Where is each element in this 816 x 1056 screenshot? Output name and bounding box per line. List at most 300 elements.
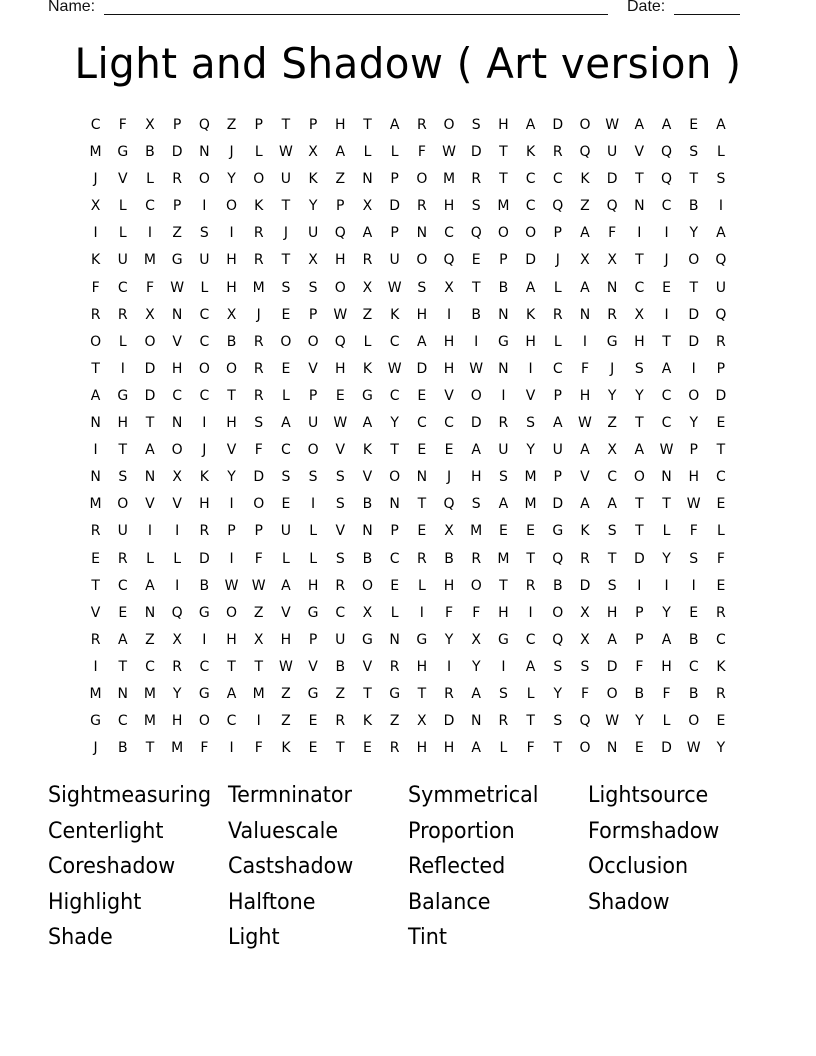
grid-cell[interactable]: G — [362, 631, 373, 648]
grid-cell[interactable]: A — [417, 333, 427, 350]
grid-cell[interactable]: A — [90, 387, 101, 404]
grid-cell[interactable]: W — [251, 577, 266, 594]
grid-cell[interactable]: S — [118, 469, 128, 486]
grid-cell[interactable]: K — [580, 523, 590, 540]
grid-cell[interactable]: P — [635, 631, 644, 648]
grid-cell[interactable]: X — [362, 198, 373, 215]
grid-cell[interactable]: S — [634, 360, 644, 377]
grid-cell[interactable]: R — [253, 225, 264, 242]
grid-cell[interactable]: I — [501, 658, 506, 675]
grid-cell[interactable]: U — [552, 442, 563, 459]
grid-cell[interactable]: O — [416, 252, 428, 269]
grid-cell[interactable]: Q — [579, 713, 591, 730]
grid-cell[interactable]: A — [281, 577, 291, 594]
grid-cell[interactable]: Z — [335, 685, 346, 702]
grid-cell[interactable]: L — [254, 144, 263, 161]
grid-cell[interactable]: V — [172, 333, 182, 350]
grid-cell[interactable]: E — [634, 740, 644, 757]
grid-cell[interactable]: C — [199, 333, 210, 350]
grid-cell[interactable]: T — [499, 577, 508, 594]
grid-cell[interactable]: K — [281, 740, 291, 757]
grid-cell[interactable]: F — [716, 550, 725, 567]
grid-cell[interactable]: C — [525, 198, 536, 215]
grid-cell[interactable]: H — [443, 198, 455, 215]
grid-cell[interactable]: R — [389, 658, 400, 675]
grid-cell[interactable]: C — [389, 387, 400, 404]
grid-cell[interactable]: H — [688, 469, 699, 486]
grid-cell[interactable]: I — [419, 604, 424, 621]
grid-cell[interactable]: A — [580, 279, 590, 296]
grid-cell[interactable]: P — [172, 117, 182, 133]
grid-cell[interactable]: I — [175, 577, 180, 594]
grid-cell[interactable]: D — [198, 550, 210, 567]
grid-cell[interactable]: N — [416, 469, 428, 486]
grid-cell[interactable]: T — [471, 279, 481, 296]
grid-cell[interactable]: Z — [607, 415, 617, 432]
grid-cell[interactable]: F — [635, 658, 644, 675]
grid-cell[interactable]: H — [525, 333, 536, 350]
grid-cell[interactable]: Z — [281, 685, 291, 702]
grid-cell[interactable]: A — [716, 225, 726, 242]
grid-cell[interactable]: L — [282, 550, 290, 567]
grid-cell[interactable]: N — [362, 523, 373, 540]
grid-cell[interactable]: H — [226, 631, 237, 648]
grid-cell[interactable]: C — [552, 360, 563, 377]
grid-cell[interactable]: V — [580, 469, 590, 486]
grid-cell[interactable]: G — [497, 631, 509, 648]
grid-cell[interactable]: P — [553, 225, 562, 242]
grid-cell[interactable]: H — [498, 117, 509, 133]
grid-cell[interactable]: Z — [226, 117, 237, 133]
grid-cell[interactable]: V — [525, 387, 536, 404]
grid-cell[interactable]: D — [552, 117, 564, 133]
grid-cell[interactable]: O — [552, 604, 564, 621]
grid-cell[interactable]: S — [417, 279, 427, 296]
grid-cell[interactable]: H — [498, 604, 509, 621]
grid-cell[interactable]: E — [308, 740, 318, 757]
grid-cell[interactable]: W — [333, 415, 348, 432]
grid-cell[interactable]: O — [470, 577, 482, 594]
grid-cell[interactable]: K — [362, 442, 373, 459]
grid-cell[interactable]: A — [607, 496, 617, 513]
grid-cell[interactable]: O — [198, 713, 210, 730]
grid-cell[interactable]: O — [253, 496, 265, 513]
grid-cell[interactable]: W — [442, 144, 456, 161]
grid-cell[interactable]: Q — [552, 550, 564, 567]
grid-cell[interactable]: N — [498, 360, 509, 377]
grid-cell[interactable]: Y — [471, 658, 481, 675]
grid-cell[interactable]: H — [443, 333, 455, 350]
grid-cell[interactable]: U — [715, 279, 727, 296]
grid-cell[interactable]: E — [471, 252, 481, 269]
grid-cell[interactable]: A — [471, 685, 481, 702]
grid-cell[interactable]: S — [471, 496, 481, 513]
grid-cell[interactable]: Y — [172, 685, 182, 702]
grid-cell[interactable]: J — [446, 469, 452, 486]
grid-cell[interactable]: T — [363, 117, 372, 133]
grid-cell[interactable]: J — [93, 171, 98, 188]
grid-cell[interactable]: A — [580, 442, 590, 459]
grid-cell[interactable]: C — [444, 415, 454, 432]
grid-cell[interactable]: Y — [526, 442, 535, 459]
grid-cell[interactable]: I — [637, 225, 642, 242]
grid-cell[interactable]: T — [635, 496, 644, 513]
grid-cell[interactable]: B — [362, 550, 373, 567]
grid-cell[interactable]: B — [199, 577, 210, 594]
grid-cell[interactable]: N — [498, 306, 509, 323]
grid-cell[interactable]: F — [662, 685, 671, 702]
grid-cell[interactable]: H — [335, 360, 346, 377]
grid-cell[interactable]: J — [610, 360, 615, 377]
grid-cell[interactable]: T — [526, 713, 535, 730]
grid-cell[interactable]: N — [579, 306, 591, 323]
grid-cell[interactable]: I — [637, 577, 642, 594]
grid-cell[interactable]: B — [688, 198, 699, 215]
grid-cell[interactable]: E — [716, 713, 726, 730]
grid-cell[interactable]: E — [689, 604, 699, 621]
grid-cell[interactable]: V — [226, 442, 237, 459]
grid-cell[interactable]: F — [472, 604, 481, 621]
grid-cell[interactable]: H — [171, 713, 183, 730]
grid-cell[interactable]: G — [198, 604, 210, 621]
grid-cell[interactable]: E — [716, 415, 726, 432]
grid-cell[interactable]: E — [716, 496, 726, 513]
grid-cell[interactable]: H — [661, 658, 672, 675]
grid-cell[interactable]: O — [226, 198, 238, 215]
grid-cell[interactable]: A — [580, 496, 590, 513]
grid-cell[interactable]: E — [308, 713, 318, 730]
grid-cell[interactable]: S — [553, 713, 563, 730]
grid-cell[interactable]: J — [93, 740, 98, 757]
grid-cell[interactable]: R — [416, 198, 427, 215]
grid-cell[interactable]: O — [606, 685, 618, 702]
grid-cell[interactable]: F — [91, 279, 100, 296]
grid-cell[interactable]: P — [716, 360, 726, 377]
grid-cell[interactable]: T — [390, 442, 399, 459]
grid-cell[interactable]: F — [417, 144, 426, 161]
grid-cell[interactable]: Y — [635, 713, 644, 730]
grid-cell[interactable]: M — [524, 469, 537, 486]
grid-cell[interactable]: S — [471, 117, 481, 133]
grid-cell[interactable]: L — [717, 523, 725, 540]
grid-cell[interactable]: T — [254, 658, 263, 675]
grid-cell[interactable]: Y — [662, 550, 671, 567]
grid-cell[interactable]: F — [254, 550, 263, 567]
grid-cell[interactable]: L — [282, 387, 290, 404]
grid-cell[interactable]: R — [172, 658, 183, 675]
grid-cell[interactable]: H — [335, 117, 346, 133]
grid-cell[interactable]: X — [607, 252, 617, 269]
grid-cell[interactable]: U — [498, 442, 509, 459]
grid-cell[interactable]: N — [144, 604, 156, 621]
grid-cell[interactable]: C — [525, 631, 536, 648]
grid-cell[interactable]: H — [443, 577, 455, 594]
grid-cell[interactable]: C — [172, 387, 183, 404]
grid-cell[interactable]: K — [199, 469, 209, 486]
grid-cell[interactable]: S — [308, 469, 318, 486]
grid-cell[interactable]: E — [91, 550, 101, 567]
grid-cell[interactable]: A — [525, 279, 536, 296]
grid-cell[interactable]: X — [471, 631, 482, 648]
grid-cell[interactable]: X — [308, 144, 318, 161]
grid-cell[interactable]: P — [308, 306, 318, 323]
grid-cell[interactable]: Q — [661, 171, 673, 188]
grid-cell[interactable]: Q — [198, 117, 210, 133]
grid-cell[interactable]: S — [689, 550, 699, 567]
grid-cell[interactable]: J — [555, 252, 560, 269]
grid-cell[interactable]: C — [661, 415, 672, 432]
grid-cell[interactable]: E — [689, 117, 699, 133]
grid-cell[interactable]: E — [118, 604, 128, 621]
grid-cell[interactable]: E — [526, 523, 536, 540]
grid-cell[interactable]: D — [171, 144, 183, 161]
grid-cell[interactable]: A — [661, 360, 672, 377]
grid-cell[interactable]: Z — [580, 198, 590, 215]
grid-cell[interactable]: B — [444, 550, 454, 567]
grid-cell[interactable]: A — [716, 117, 726, 133]
grid-cell[interactable]: U — [280, 523, 292, 540]
grid-cell[interactable]: O — [688, 252, 700, 269]
grid-cell[interactable]: C — [389, 550, 400, 567]
grid-cell[interactable]: C — [607, 469, 618, 486]
grid-cell[interactable]: L — [662, 713, 671, 730]
grid-cell[interactable]: N — [362, 171, 373, 188]
grid-cell[interactable]: D — [470, 415, 482, 432]
grid-cell[interactable]: P — [390, 523, 399, 540]
grid-cell[interactable]: U — [280, 171, 292, 188]
grid-cell[interactable]: S — [553, 658, 563, 675]
grid-cell[interactable]: R — [525, 577, 536, 594]
grid-cell[interactable]: D — [525, 252, 536, 269]
grid-cell[interactable]: R — [90, 306, 101, 323]
grid-cell[interactable]: S — [335, 496, 345, 513]
grid-cell[interactable]: L — [146, 550, 154, 567]
grid-cell[interactable]: D — [144, 387, 156, 404]
grid-cell[interactable]: I — [474, 333, 479, 350]
grid-cell[interactable]: C — [525, 171, 536, 188]
grid-cell[interactable]: H — [443, 360, 455, 377]
grid-cell[interactable]: R — [416, 550, 427, 567]
grid-cell[interactable]: F — [608, 225, 617, 242]
grid-cell[interactable]: T — [607, 550, 617, 567]
grid-cell[interactable]: C — [199, 387, 210, 404]
grid-cell[interactable]: T — [417, 685, 427, 702]
grid-cell[interactable]: D — [661, 740, 672, 757]
grid-cell[interactable]: G — [552, 523, 564, 540]
grid-cell[interactable]: F — [445, 604, 454, 621]
grid-cell[interactable]: W — [278, 658, 293, 675]
grid-cell[interactable]: I — [147, 523, 153, 540]
grid-cell[interactable]: W — [387, 279, 402, 296]
grid-cell[interactable]: I — [446, 658, 452, 675]
grid-cell[interactable]: D — [470, 144, 482, 161]
grid-cell[interactable]: I — [446, 306, 452, 323]
grid-cell[interactable]: Z — [389, 713, 400, 730]
grid-cell[interactable]: T — [689, 279, 698, 296]
grid-cell[interactable]: M — [171, 740, 184, 757]
grid-cell[interactable]: T — [635, 523, 644, 540]
grid-cell[interactable]: T — [91, 577, 100, 594]
grid-cell[interactable]: A — [226, 685, 237, 702]
grid-cell[interactable]: P — [172, 198, 182, 215]
grid-cell[interactable]: M — [470, 523, 483, 540]
grid-cell[interactable]: N — [661, 469, 672, 486]
grid-cell[interactable]: V — [335, 523, 346, 540]
grid-cell[interactable]: H — [199, 496, 210, 513]
grid-cell[interactable]: R — [90, 523, 101, 540]
grid-cell[interactable]: O — [90, 333, 102, 350]
grid-cell[interactable]: O — [117, 496, 129, 513]
grid-cell[interactable]: K — [362, 713, 373, 730]
grid-cell[interactable]: T — [499, 144, 508, 161]
grid-cell[interactable]: Z — [172, 225, 182, 242]
grid-cell[interactable]: R — [580, 550, 590, 567]
grid-cell[interactable]: I — [528, 360, 533, 377]
grid-cell[interactable]: I — [664, 577, 669, 594]
grid-cell[interactable]: H — [117, 415, 129, 432]
grid-cell[interactable]: X — [145, 306, 155, 323]
grid-cell[interactable]: H — [226, 252, 237, 269]
grid-cell[interactable]: B — [688, 631, 699, 648]
grid-cell[interactable]: N — [199, 144, 210, 161]
grid-cell[interactable]: O — [389, 469, 401, 486]
grid-cell[interactable]: C — [117, 279, 128, 296]
grid-cell[interactable]: C — [199, 306, 210, 323]
grid-cell[interactable]: O — [198, 360, 210, 377]
grid-cell[interactable]: L — [173, 550, 182, 567]
grid-cell[interactable]: P — [308, 631, 318, 648]
grid-cell[interactable]: B — [335, 658, 346, 675]
grid-cell[interactable]: D — [416, 360, 428, 377]
grid-cell[interactable]: B — [362, 496, 373, 513]
grid-cell[interactable]: F — [580, 360, 589, 377]
grid-cell[interactable]: X — [145, 117, 155, 133]
grid-cell[interactable]: V — [362, 469, 373, 486]
grid-cell[interactable]: P — [390, 225, 399, 242]
grid-cell[interactable]: P — [553, 469, 562, 486]
grid-cell[interactable]: A — [117, 631, 128, 648]
grid-cell[interactable]: H — [416, 740, 428, 757]
grid-cell[interactable]: Q — [334, 333, 346, 350]
grid-cell[interactable]: D — [579, 577, 591, 594]
grid-cell[interactable]: M — [89, 144, 102, 161]
grid-cell[interactable]: F — [254, 442, 263, 459]
grid-cell[interactable]: K — [390, 306, 400, 323]
grid-cell[interactable]: X — [90, 198, 101, 215]
grid-cell[interactable]: Y — [227, 469, 236, 486]
grid-cell[interactable]: E — [363, 740, 372, 757]
grid-cell[interactable]: M — [442, 171, 456, 188]
grid-cell[interactable]: S — [335, 469, 345, 486]
grid-cell[interactable]: F — [200, 740, 209, 757]
grid-cell[interactable]: T — [118, 658, 128, 675]
grid-cell[interactable]: T — [662, 496, 671, 513]
grid-cell[interactable]: X — [634, 306, 645, 323]
grid-cell[interactable]: Y — [444, 631, 454, 648]
grid-cell[interactable]: I — [664, 225, 669, 242]
grid-cell[interactable]: C — [688, 658, 699, 675]
grid-cell[interactable]: L — [363, 144, 372, 161]
grid-cell[interactable]: Y — [716, 740, 726, 757]
grid-cell[interactable]: X — [253, 631, 264, 648]
grid-cell[interactable]: S — [607, 523, 617, 540]
grid-cell[interactable]: F — [689, 523, 698, 540]
grid-cell[interactable]: S — [580, 658, 590, 675]
grid-cell[interactable]: X — [308, 252, 318, 269]
grid-cell[interactable]: V — [308, 360, 318, 377]
grid-cell[interactable]: Z — [253, 604, 264, 621]
grid-cell[interactable]: R — [253, 252, 264, 269]
grid-cell[interactable]: E — [444, 442, 454, 459]
grid-cell[interactable]: O — [579, 740, 591, 757]
grid-cell[interactable]: E — [281, 306, 291, 323]
grid-cell[interactable]: C — [661, 198, 672, 215]
grid-cell[interactable]: P — [308, 117, 318, 133]
grid-cell[interactable]: I — [664, 306, 669, 323]
grid-cell[interactable]: V — [90, 604, 101, 621]
grid-cell[interactable]: C — [199, 658, 210, 675]
grid-cell[interactable]: S — [607, 577, 617, 594]
grid-cell[interactable]: F — [118, 117, 127, 133]
grid-cell[interactable]: U — [307, 415, 319, 432]
grid-cell[interactable]: G — [198, 685, 210, 702]
grid-cell[interactable]: G — [117, 387, 129, 404]
grid-cell[interactable]: R — [498, 713, 509, 730]
grid-cell[interactable]: H — [307, 577, 319, 594]
grid-cell[interactable]: W — [605, 713, 620, 730]
grid-cell[interactable]: B — [226, 333, 237, 350]
grid-cell[interactable]: I — [229, 550, 234, 567]
grid-cell[interactable]: X — [580, 631, 590, 648]
grid-cell[interactable]: T — [336, 740, 345, 757]
grid-cell[interactable]: Z — [335, 171, 346, 188]
grid-cell[interactable]: S — [498, 685, 508, 702]
grid-cell[interactable]: A — [145, 442, 155, 459]
grid-cell[interactable]: R — [716, 604, 726, 621]
grid-cell[interactable]: R — [389, 740, 400, 757]
grid-cell[interactable]: F — [526, 740, 535, 757]
grid-cell[interactable]: P — [308, 387, 318, 404]
grid-cell[interactable]: X — [417, 713, 427, 730]
grid-cell[interactable]: V — [308, 658, 318, 675]
grid-cell[interactable]: W — [469, 360, 484, 377]
grid-cell[interactable]: H — [335, 252, 346, 269]
grid-cell[interactable]: R — [117, 550, 128, 567]
grid-cell[interactable]: E — [417, 387, 427, 404]
grid-cell[interactable]: T — [635, 415, 644, 432]
grid-cell[interactable]: L — [417, 577, 426, 594]
grid-cell[interactable]: A — [471, 442, 481, 459]
grid-cell[interactable]: N — [90, 469, 101, 486]
grid-cell[interactable]: M — [252, 279, 265, 296]
grid-cell[interactable]: E — [335, 387, 345, 404]
grid-cell[interactable]: V — [145, 496, 155, 513]
grid-cell[interactable]: Y — [308, 198, 318, 215]
grid-cell[interactable]: N — [389, 631, 400, 648]
grid-cell[interactable]: L — [118, 225, 127, 242]
grid-cell[interactable]: A — [634, 442, 645, 459]
grid-cell[interactable]: Q — [579, 144, 591, 161]
grid-cell[interactable]: U — [117, 252, 128, 269]
grid-cell[interactable]: P — [553, 387, 562, 404]
grid-cell[interactable]: N — [171, 415, 183, 432]
grid-cell[interactable]: J — [283, 225, 288, 242]
grid-cell[interactable]: P — [254, 523, 263, 540]
grid-cell[interactable]: D — [389, 198, 401, 215]
grid-cell[interactable]: E — [498, 523, 508, 540]
grid-cell[interactable]: A — [580, 225, 590, 242]
grid-cell[interactable]: R — [253, 360, 264, 377]
